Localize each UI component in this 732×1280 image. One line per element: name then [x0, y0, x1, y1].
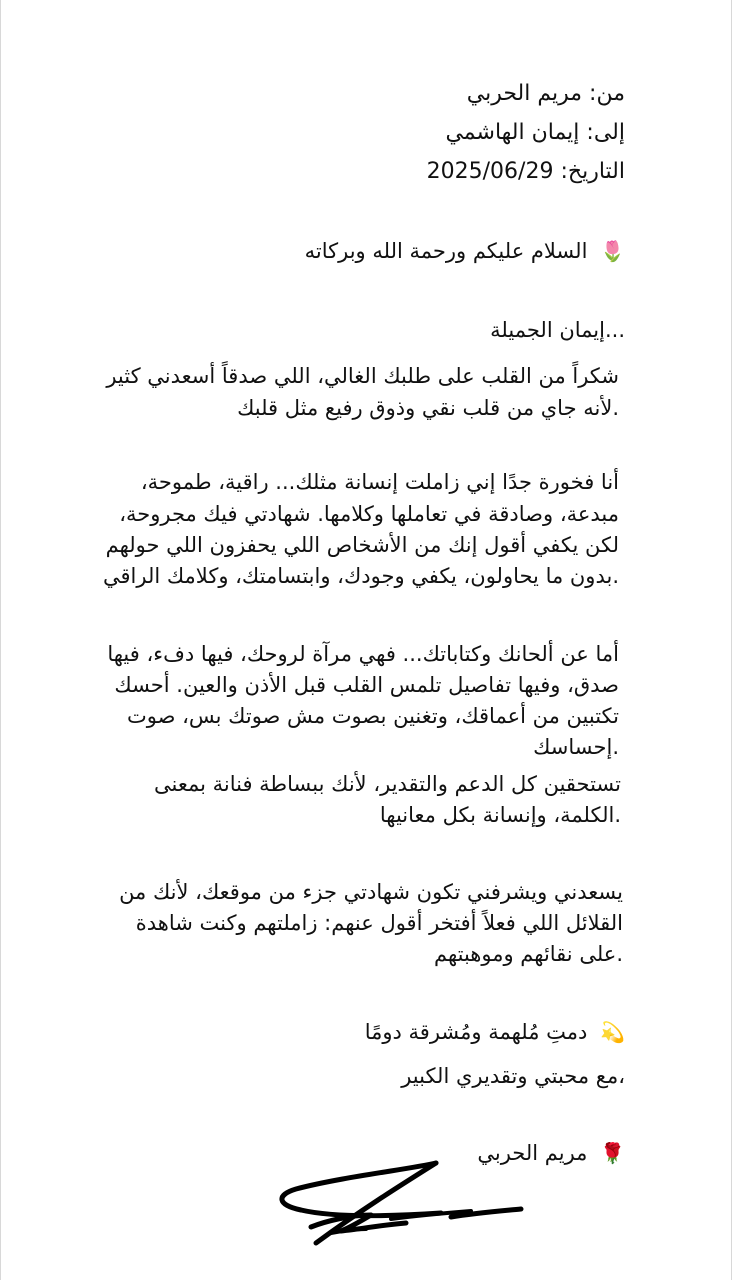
closing-wish [365, 1018, 625, 1046]
from-line [467, 80, 625, 108]
paragraph-2-line: أنا فخورة جدًا إني زاملت إنسانة مثلك... راقية، طموحة، [140, 470, 619, 494]
paragraph-4-line: تستحقين كل الدعم والتقدير، لأنك ببساطة فنانة بمعنى [153, 772, 621, 796]
paragraph-3-line: .إحساسك [533, 735, 619, 759]
salutation: ...إيمان الجميلة [490, 318, 625, 342]
handwritten-signature [271, 1155, 531, 1255]
paragraph-3-line: أما عن ألحانك وكتاباتك... فهي مرآة لروحك، فيها دفء، فيها [107, 642, 619, 666]
paragraph-5-line: يسعدني ويشرفني تكون شهادتي جزء من موقعك، لأنك من [119, 880, 623, 904]
paragraph-3-line: صدق، وفيها تفاصيل تلمس القلب قبل الأذن والعين. أحسك [114, 673, 619, 697]
paragraph-4-line: .الكلمة، وإنسانة بكل معانيها [379, 803, 621, 827]
paragraph-1-line: شكراً من القلب على طلبك الغالي، اللي صدقاً أسعدني كثير [106, 364, 619, 388]
date-value: 2025/06/29 [426, 159, 554, 184]
paragraph-3-line: تكتبين من أعماقك، وتغنين بصوت مش صوتك بس، صوت [126, 704, 619, 728]
greeting-text: السلام عليكم ورحمة الله وبركاته [304, 239, 588, 263]
greeting-line [305, 237, 625, 265]
signature-name: مريم الحربي [477, 1141, 588, 1165]
date-label: التاريخ: [560, 159, 625, 184]
paragraph-2-line: لكن يكفي أقول إنك من الأشخاص اللي يحفزون اللي حولهم [105, 533, 619, 557]
closing-wish-text: دمتِ مُلهمة ومُشرقة دومًا [364, 1020, 588, 1044]
from-label: من: [589, 81, 625, 106]
to-label: إلى: [586, 120, 625, 145]
tulip-icon: 🌷 [600, 239, 625, 263]
closing-regards: ،مع محبتي وتقديري الكبير [401, 1064, 625, 1088]
paragraph-5-line: القلائل اللي فعلاً أفتخر أقول عنهم: زاملتهم وكنت شاهدة [135, 911, 623, 935]
date-line [427, 158, 625, 186]
to-name: إيمان الهاشمي [445, 120, 580, 145]
paragraph-2-line: .بدون ما يحاولون، يكفي وجودك، وابتسامتك، وكلامك الراقي [102, 564, 619, 588]
paragraph-5-line: .على نقائهم وموهبتهم [433, 942, 623, 966]
rose-icon: 🌹 [600, 1141, 625, 1165]
from-name: مريم الحربي [466, 81, 583, 106]
dizzy-star-icon: 💫 [600, 1020, 625, 1044]
to-line [445, 119, 625, 147]
paragraph-1-line: .لأنه جاي من قلب نقي وذوق رفيع مثل قلبك [237, 396, 619, 420]
paragraph-2-line: مبدعة، وصادقة في تعاملها وكلامها. شهادتي فيك مجروحة، [119, 502, 619, 526]
